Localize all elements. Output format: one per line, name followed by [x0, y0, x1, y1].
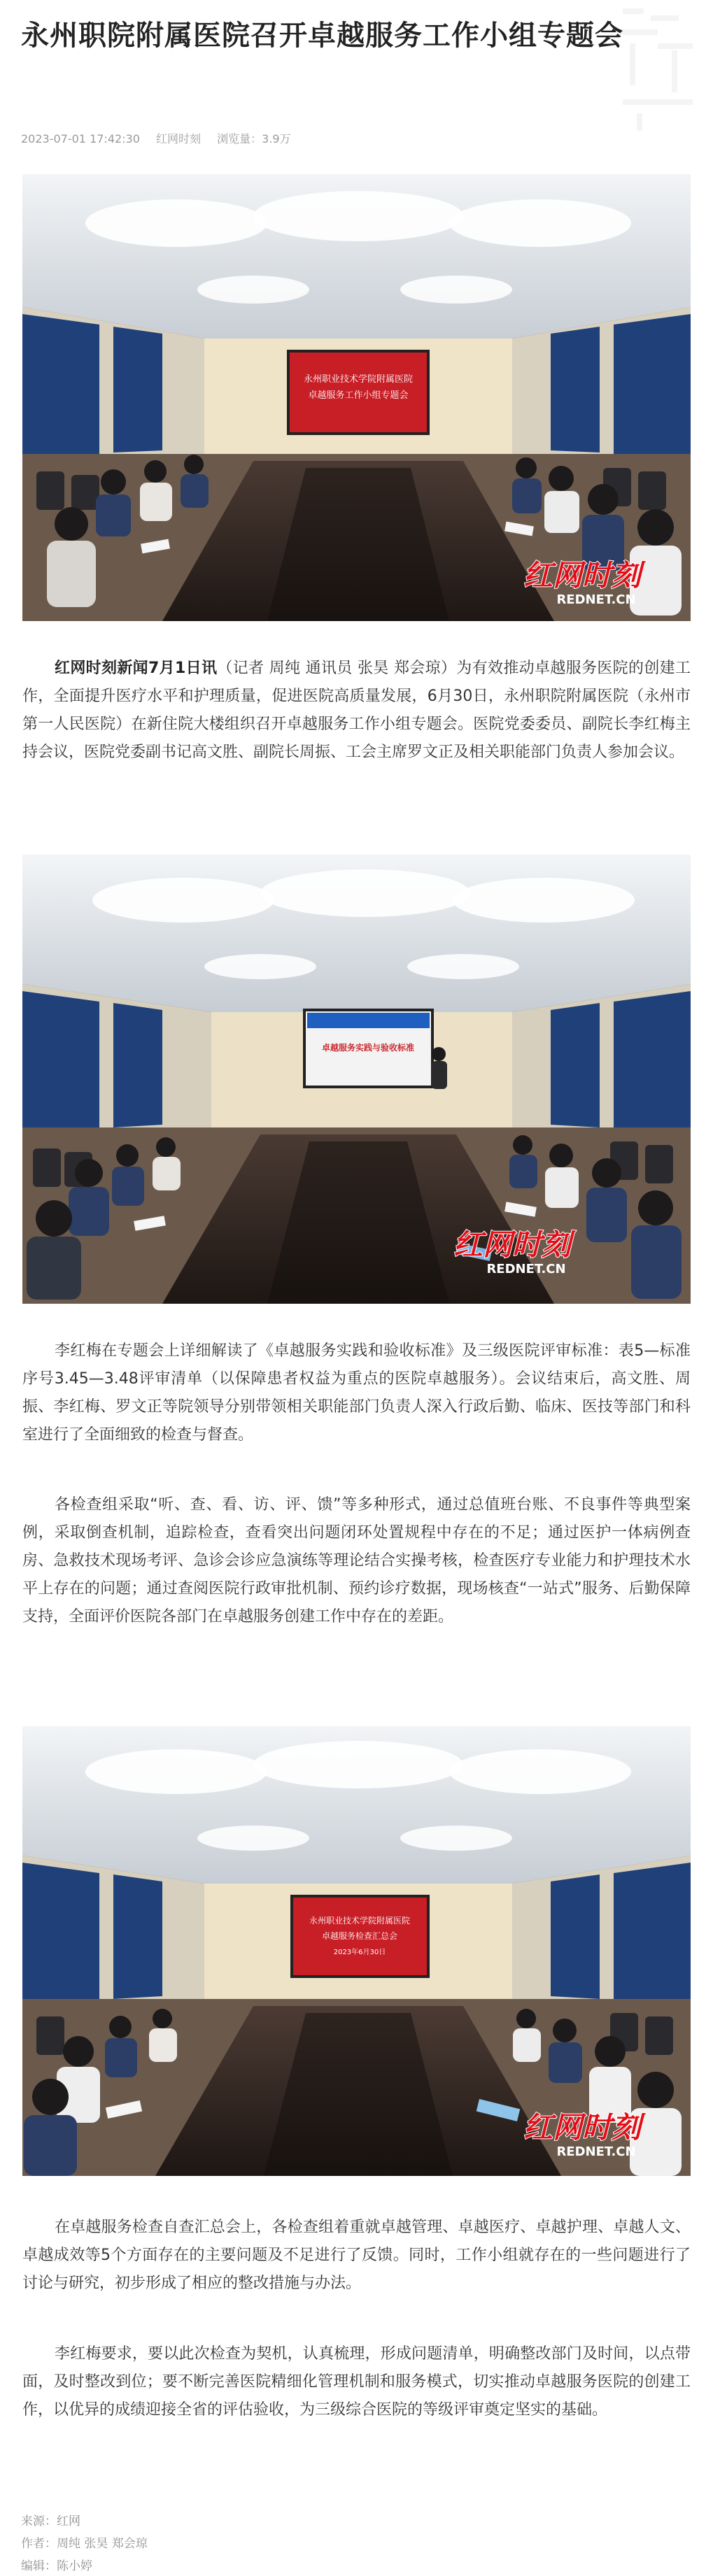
rednet-logo-2: 红网时刻: [453, 1227, 572, 1262]
meeting-photo-1: [22, 174, 691, 621]
meeting-photo-3: [22, 1726, 691, 2176]
paragraph-1: [22, 655, 691, 767]
rednet-logo-sub-1: REDNET.CN: [556, 592, 636, 607]
article-meta: [21, 130, 304, 146]
screen-text-line1-3: 永州职业技术学院附属医院: [309, 1916, 411, 1926]
paragraph-2: 李红梅在专题会上详细解读了《卓越服务实践和验收标准》及三级医院评审标准：表5—标准序号3.45—3.48评审清单（以保障患者权益为重点的医院卓越服务）。会议结束后，高文胜、周振、李红梅、罗文正等院领导分别带领相关职能部门负责人深入行政后勤、临床、医技等部门和科室进行了全面细致的检查与督查。: [22, 1342, 691, 1444]
rednet-logo-sub-2: REDNET.CN: [486, 1262, 566, 1276]
article-title: 永州职院附属医院召开卓越服务工作小组专题会: [21, 20, 623, 52]
screen-text-line1: 永州职业技术学院附属医院: [303, 374, 414, 385]
rednet-logo-1: 红网时刻: [523, 558, 642, 592]
news-lead: 红网时刻新闻7月1日讯: [55, 660, 218, 677]
view-count: 浏览量：3.9万: [217, 132, 291, 145]
paragraph-4: 在卓越服务检查自查汇总会上，各检查组着重就卓越管理、卓越医疗、卓越护理、卓越人文、卓越成效等5个方面存在的主要问题及不足进行了反馈。同时，工作小组就存在的一些问题进行了讨论与研究，初步形成了相应的整改措施与办法。: [22, 2219, 691, 2292]
meeting-photo-2: [22, 855, 691, 1304]
screen-text-slide: 卓越服务实践与验收标准: [321, 1043, 415, 1053]
rednet-logo-3: 红网时刻: [523, 2110, 642, 2144]
footer-author: 作者：周纯 张昊 郑会琼: [21, 2537, 148, 2551]
screen-text-line2-3: 卓越服务检查汇总会: [321, 1931, 398, 1941]
screen-text-date: 2023年6月30日: [333, 1949, 386, 1956]
screen-text-line2: 卓越服务工作小组专题会: [308, 390, 409, 401]
paragraph-1-body: （记者 周纯 通讯员 张昊 郑会琼）为有效推动卓越服务医院的创建工作，全面提升医疗水平和护理质量，促进医院高质量发展，6月30日，永州职院附属医院（永州市第一人民医院）在新住院大楼组织召开卓越服务工作小组专题会。医院党委委员、副院长李红梅主持会议，医院党委副书记高文胜、副院长周振、工会主席罗文正及相关职能部门负责人参加会议。: [22, 660, 691, 761]
footer-source: 来源：红网: [21, 2514, 80, 2528]
footer-editor: 编辑：陈小婷: [21, 2559, 92, 2573]
rednet-logo-sub-3: REDNET.CN: [556, 2144, 636, 2159]
source-link[interactable]: 红网时刻: [156, 132, 202, 145]
paragraph-3: 各检查组采取“听、查、看、访、评、馈”等多种形式，通过总值班台账、不良事件等典型案例，采取倒查机制，追踪检查，查看突出问题闭环处置规程中存在的不足；通过医护一体病例查房、急救技术现场考评、急诊会诊应急演练等理论结合实操考核，检查医疗专业能力和护理技术水平上存在的问题；通过查阅医院行政审批机制、预约诊疗数据，现场核查“一站式”服务、后勤保障支持，全面评价医院各部门在卓越服务创建工作中存在的差距。: [22, 1496, 691, 1625]
paragraph-5: 李红梅要求，要以此次检查为契机，认真梳理，形成问题清单，明确整改部门及时间，以点带面，及时整改到位；要不断完善医院精细化管理机制和服务模式，切实推动卓越服务医院的创建工作，以优异的成绩迎接全省的评估验收，为三级综合医院的等级评审奠定坚实的基础。: [22, 2345, 691, 2419]
publish-date: 2023-07-01 17:42:30: [21, 132, 140, 145]
